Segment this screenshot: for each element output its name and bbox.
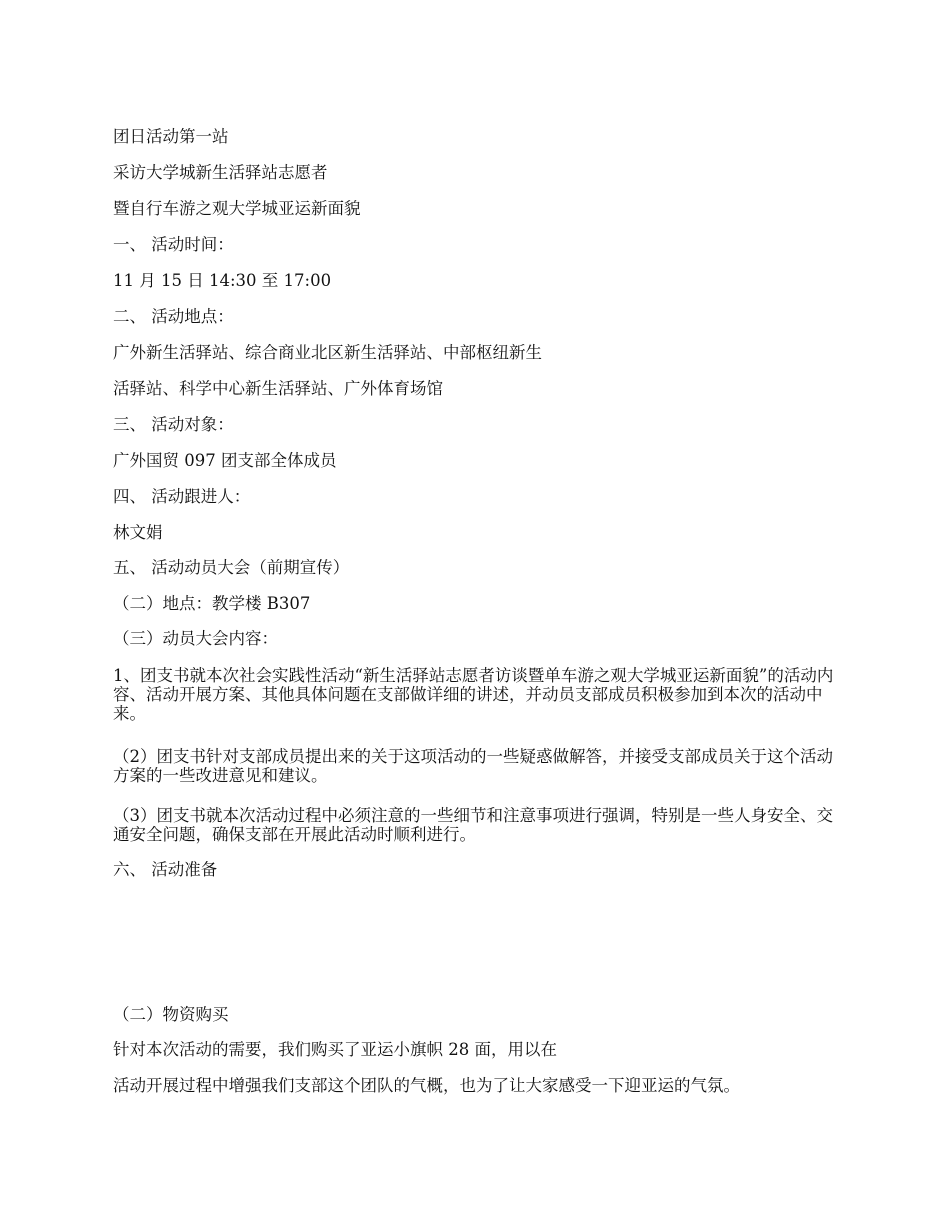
section-3-heading: 三、 活动对象： bbox=[113, 415, 234, 434]
section-6-text-line-2: 活动开展过程中增强我们支部这个团队的气概，也为了让大家感受一下迎亚运的气氛。 bbox=[113, 1076, 740, 1095]
section-4-text: 林文娟 bbox=[113, 523, 163, 542]
section-6-heading: 六、 活动准备 bbox=[113, 860, 218, 879]
section-6-text-line-1: 针对本次活动的需要，我们购买了亚运小旗帜 28 面，用以在 bbox=[113, 1040, 557, 1059]
section-1-text: 11 月 15 日 14:30 至 17:00 bbox=[113, 271, 332, 290]
section-4-heading: 四、 活动跟进人： bbox=[113, 487, 251, 506]
title-line-3: 暨自行车游之观大学城亚运新面貌 bbox=[113, 199, 361, 218]
section-5-paragraph-2: （2）团支书针对支部成员提出来的关于这项活动的一些疑惑做解答，并接受支部成员关于这个活动方案的一些改进意见和建议。 bbox=[113, 747, 833, 785]
section-5-heading: 五、 活动动员大会（前期宣传） bbox=[113, 558, 350, 577]
section-3-text: 广外国贸 097 团支部全体成员 bbox=[113, 451, 337, 470]
section-5-paragraph-3: （3）团支书就本次活动过程中必须注意的一些细节和注意事项进行强调，特别是一些人身安全、交通安全问题，确保支部在开展此活动时顺利进行。 bbox=[113, 806, 833, 844]
section-5-item-2: （二）地点：教学楼 B307 bbox=[113, 594, 311, 613]
section-5-paragraph-1: 1、团支书就本次社会实践性活动“新生活驿站志愿者访谈暨单车游之观大学城亚运新面貌”的活动内容、活动开展方案、其他具体问题在支部做详细的讲述，并动员支部成员积极参加到本次的活动中来。 bbox=[113, 666, 834, 723]
section-5-item-3: （三）动员大会内容： bbox=[113, 629, 278, 648]
section-1-heading: 一、 活动时间： bbox=[113, 235, 234, 254]
title-line-1: 团日活动第一站 bbox=[113, 127, 229, 146]
section-2-text-line-2: 活驿站、科学中心新生活驿站、广外体育场馆 bbox=[113, 379, 443, 398]
section-2-heading: 二、 活动地点： bbox=[113, 307, 234, 326]
section-2-text-line-1: 广外新生活驿站、综合商业北区新生活驿站、中部枢纽新生 bbox=[113, 343, 542, 362]
section-6-item-2: （二）物资购买 bbox=[113, 1005, 229, 1024]
title-line-2: 采访大学城新生活驿站志愿者 bbox=[113, 163, 328, 182]
